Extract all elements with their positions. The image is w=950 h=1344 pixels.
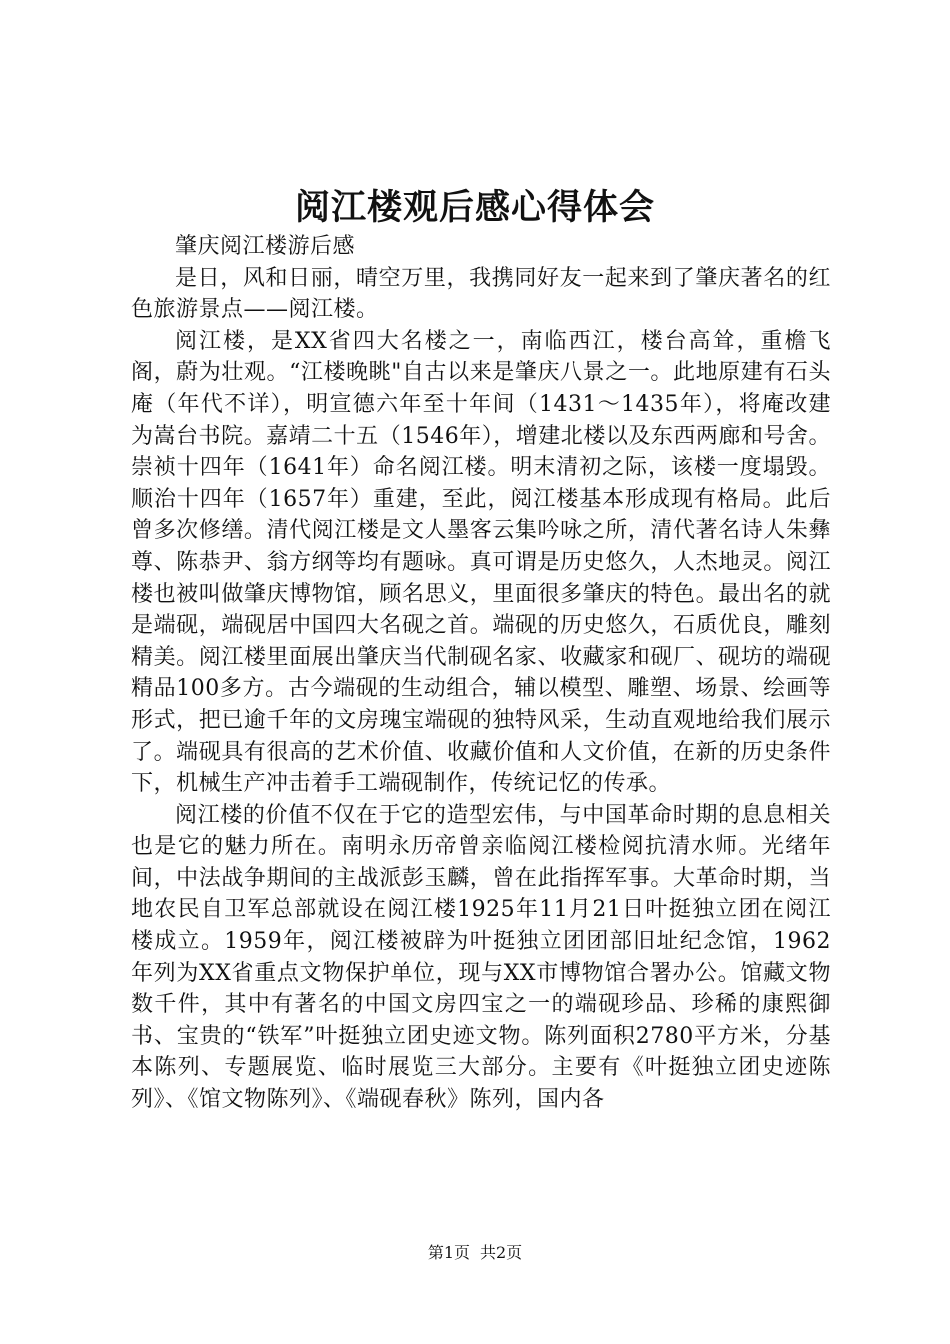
page-footer [0,1243,950,1263]
paragraph-history: 阅江楼，是XX省四大名楼之一，南临西江，楼台高耸，重檐飞阁，蔚为壮观。“江楼晚眺"自古以来是肇庆八景之一。此地原建有石头庵（年代不详），明宣德六年至十年间（1431～1435年），将庵改建为嵩台书院。嘉靖二十五（1546年），增建北楼以及东西两廊和号舍。崇祯十四年（1641年）命名阅江楼。明末清初之际，该楼一度塌毁。顺治十四年（1657年）重建，至此，阅江楼基本形成现有格局。此后曾多次修缮。清代阅江楼是文人墨客云集吟咏之所，清代著名诗人朱彝尊、陈恭尹、翁方纲等均有题咏。真可谓是历史悠久，人杰地灵。阅江楼也被叫做肇庆博物馆，顾名思义，里面很多肇庆的特色。最出名的就是端砚，端砚居中国四大名砚之首。端砚的历史悠久，石质优良，雕刻精美。阅江楼里面展出肇庆当代制砚名家、收藏家和砚厂、砚坊的端砚精品100多方。古今端砚的生动组合，辅以模型、雕塑、场景、绘画等形式，把已逾千年的文房瑰宝端砚的独特风采，生动直观地给我们展示了。端砚具有很高的艺术价值、收藏价值和人文价值，在新的历史条件下，机械生产冲击着手工端砚制作，传统记忆的传承。 [131,328,831,797]
paragraph-revolution: 阅江楼的价值不仅在于它的造型宏伟，与中国革命时期的息息相关也是它的魅力所在。南明永历帝曾亲临阅江楼检阅抗清水师。光绪年间，中法战争期间的主战派彭玉麟，曾在此指挥军事。大革命时期，当地农民自卫军总部就设在阅江楼1925年11月21日叶挺独立团在阅江楼成立。1959年，阅江楼被辟为叶挺独立团团部旧址纪念馆，1962年列为XX省重点文物保护单位，现与XX市博物馆合署办公。馆藏文物数千件，其中有著名的中国文房四宝之一的端砚珍品、珍稀的康熙御书、宝贵的“铁军”叶挺独立团史迹文物。陈列面积2780平方米，分基本陈列、专题展览、临时展览三大部分。主要有《叶挺独立团史迹陈列》、《馆文物陈列》、《端砚春秋》陈列，国内各 [131,802,831,1113]
document-title: 阅江楼观后感心得体会 [294,187,655,228]
paragraph-intro: 是日，风和日丽，晴空万里，我携同好友一起来到了肇庆著名的红色旅游景点——阅江楼。 [131,265,831,323]
paragraph-subtitle: 肇庆阅江楼游后感 [175,234,356,259]
document-body [131,231,831,1116]
page-number: 第1页 [427,1243,470,1262]
page-total: 共2页 [480,1243,523,1262]
